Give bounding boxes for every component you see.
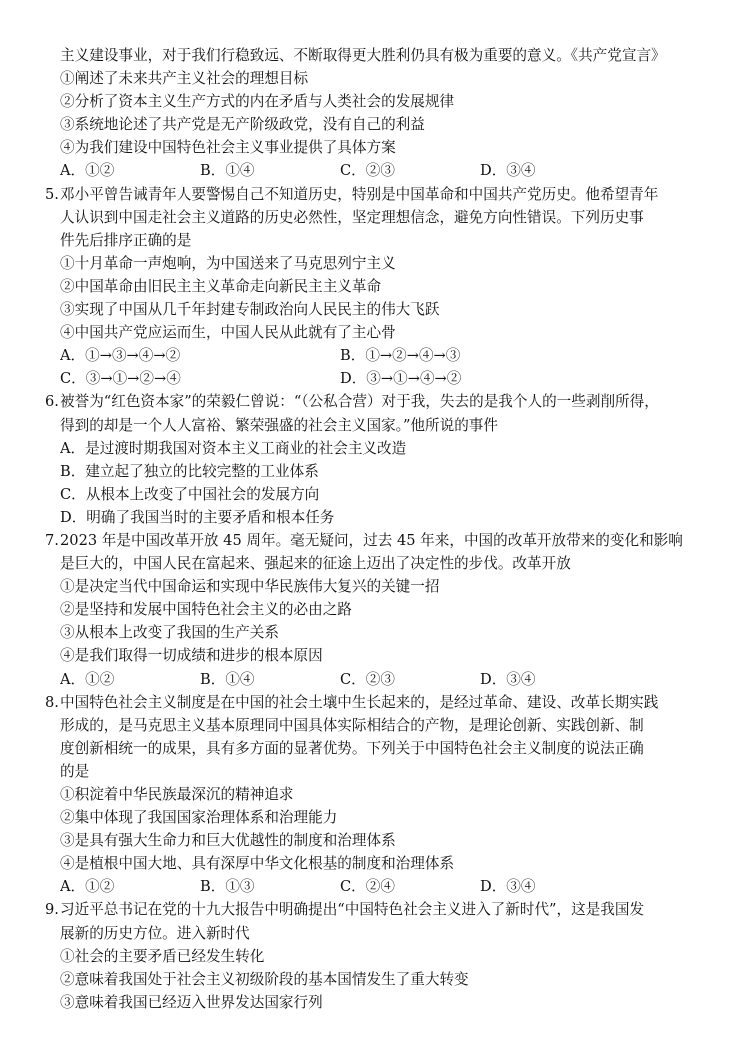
option-a: A．①② [60,670,115,688]
option-a: A．①② [60,878,115,896]
question-stem-line: 展新的历史方位。进入新时代 [60,924,250,942]
statement-item: ③实现了中国从几千年封建专制政治向人民民主的伟大飞跃 [60,301,440,319]
question-stem-line: 是巨大的，中国人民在富起来、强起来的征途上迈出了决定性的步伐。改革开放 [60,555,571,573]
question-stem-line: 件先后排序正确的是 [60,231,192,249]
statement-item: ④是植根中国大地、具有深厚中华文化根基的制度和治理体系 [60,855,455,873]
option-b: B．①③ [200,878,255,896]
option-b: B．建立起了独立的比较完整的工业体系 [60,462,319,480]
question-stem-line: 8. 中国特色社会主义制度是在中国的社会土壤中生长起来的，是经过革命、建设、改革长期实践 [45,693,659,711]
option-d: D．明确了我国当时的主要矛盾和根本任务 [60,508,335,526]
question-stem-line: 得到的却是一个人人富裕、繁荣强盛的社会主义国家。”他所说的事件 [60,416,498,434]
option-a: A．①→③→④→② [60,347,181,365]
question-stem-line: 人认识到中国走社会主义道路的历史必然性，坚定理想信念，避免方向性错误。下列历史事 [60,208,644,226]
question-9 [45,898,716,1013]
question-stem-line: 度创新相统一的成果，具有多方面的显著优势。下列关于中国特色社会主义制度的说法正确 [60,739,644,757]
answer-options [60,875,716,898]
statement-item: ①十月革命一声炮响，为中国送来了马克思列宁主义 [60,254,396,272]
statement-item: ②分析了资本主义生产方式的内在矛盾与人类社会的发展规律 [60,93,455,111]
question-6 [45,390,716,529]
statement-item: ③从根本上改变了我国的生产关系 [60,624,279,642]
question-stem-line: 5. 邓小平曾告诫青年人要警惕自己不知道历史，特别是中国革命和中国共产党历史。他希望青年 [45,185,659,203]
statement-item: ①社会的主要矛盾已经发生转化 [60,947,265,965]
statement-item: ③系统地论述了共产党是无产阶级政党，没有自己的利益 [60,116,425,134]
option-d: D．③④ [480,878,536,896]
option-d: D．③④ [480,670,536,688]
option-a: A．是过渡时期我国对资本主义工商业的社会主义改造 [60,439,407,457]
question-4-continued [60,44,716,183]
statement-item: ①积淀着中华民族最深沉的精神追求 [60,786,294,803]
answer-options [60,159,716,182]
statement-item: ④中国共产党应运而生，中国人民从此就有了主心骨 [60,324,396,342]
statement-item: ②中国革命由旧民主主义革命走向新民主主义革命 [60,277,382,295]
statement-item: ①是决定当代中国命运和实现中华民族伟大复兴的关键一招 [60,578,440,596]
statement-item: ③是具有强大生命力和巨大优越性的制度和治理体系 [60,832,396,850]
option-b: B．①④ [200,670,255,688]
option-c: C．③→①→②→④ [60,370,181,388]
statement-item: ②是坚持和发展中国特色社会主义的必由之路 [60,601,352,619]
statement-item: ④是我们取得一切成绩和进步的根本原因 [60,647,323,665]
statement-item: ④为我们建设中国特色社会主义事业提供了具体方案 [60,139,396,157]
answer-options [60,344,716,367]
answer-options [60,367,716,390]
option-b: B．①④ [200,162,255,180]
answer-options [60,668,716,691]
question-stem-line: 9. 习近平总书记在党的十九大报告中明确提出“中国特色社会主义进入了新时代”，这是我国发 [45,901,645,919]
question-5 [45,183,716,391]
option-b: B．①→②→④→③ [340,347,461,365]
question-stem-line: 7. 2023 年是中国改革开放 45 周年。毫无疑问，过去 45 年来，中国的改革开放带来的变化和影响 [45,531,683,549]
question-stem-line: 的是 [60,762,90,780]
question-stem-line: 形成的，是马克思主义基本原理同中国具体实际相结合的产物，是理论创新、实践创新、制 [60,716,644,734]
question-7 [45,529,716,691]
option-c: C．②③ [340,162,395,180]
option-c: C．②③ [340,670,395,688]
statement-item: ①阐述了未来共产主义社会的理想目标 [60,70,309,88]
question-stem-line: 主义建设事业，对于我们行稳致远、不断取得更大胜利仍具有极为重要的意义。《共产党宣言》 [60,47,666,64]
option-d: D．③④ [480,162,536,180]
statement-item: ③意味着我国已经迈入世界发达国家行列 [60,993,323,1011]
statement-item: ②意味着我国处于社会主义初级阶段的基本国情发生了重大转变 [60,970,469,988]
option-c: C．②④ [340,878,395,896]
option-d: D．③→①→④→② [340,370,462,388]
question-stem-line: 6. 被誉为“红色资本家”的荣毅仁曾说：“（公私合营）对于我，失去的是我个人的一些剥削所得， [45,393,659,411]
statement-item: ②集中体现了我国国家治理体系和治理能力 [60,809,338,827]
option-c: C．从根本上改变了中国社会的发展方向 [60,485,320,503]
question-8 [45,691,716,899]
option-a: A．①② [60,162,115,180]
